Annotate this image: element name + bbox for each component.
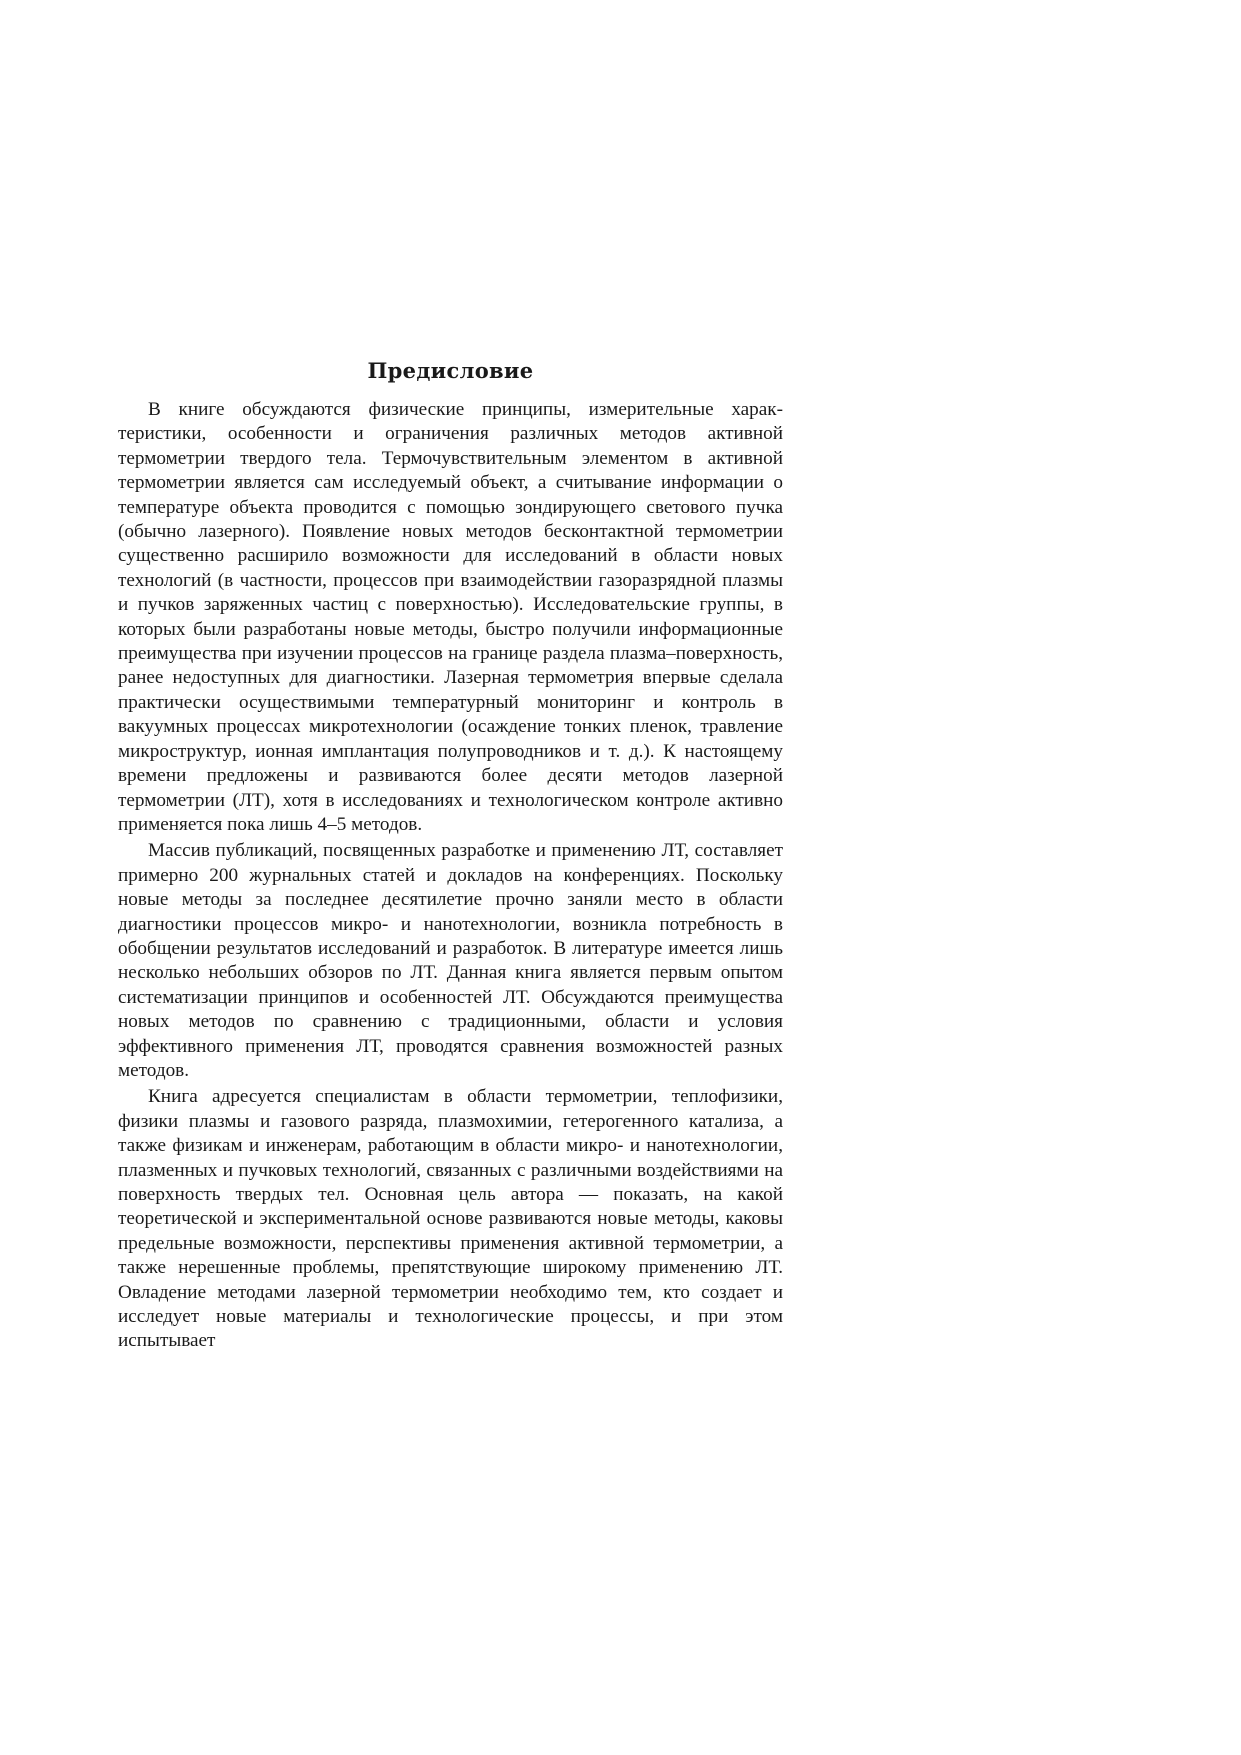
paragraph-publications: Массив публикаций, посвященных разработке и применению ЛТ, составляет примерно 200 журнальных статей и докладов на конференциях. Поскольку новые методы за последнее десятилетие прочно заняли место в области диагностики процессов микро- и нанотехнологии, возникла потребность в обобщении результатов исследований и разработок. В литературе имеется лишь несколько небольших обзоров по ЛТ. Данная книга является первым опытом систематизации принципов и особенностей ЛТ. Обсуждаются преимущества новых методов по сравнению с традиционными, области и условия эффективного применения ЛТ, проводятся сравнения возможностей разных методов.: [118, 840, 783, 1081]
preface-section: [118, 356, 783, 1354]
paragraph-intro: В книге обсуждаются физические принципы, измерительные характеристики, особенности и ограничения различных методов активной термометрии твердого тела. Термочувствительным элементом в активной термометрии является сам исследуемый объект, а считывание информации о температуре объекта проводится с помощью зондирующего светового пучка (обычно лазерного). Появление новых методов бесконтактной термометрии существенно расширило возможности для исследований в области новых технологий (в частности, процессов при взаимодействии газоразрядной плазмы и пучков заряженных частиц с поверхностью). Исследовательские группы, в которых были разработаны новые методы, быстро получили информационные преимущества при изучении процессов на границе раздела плазма–поверхность, ранее недоступных для диагностики. Лазерная термометрия впервые сделала практически осуществимыми температурный мониторинг и контроль в вакуумных процессах микротехнологии (осаждение тонких пленок, травление микроструктур, ионная имплантация полупроводников и т. д.). К настоящему времени предложены и развиваются более десяти методов лазерной термометрии (ЛТ), хотя в исследованиях и технологическом контроле активно применяется пока лишь 4–5 методов.: [118, 399, 783, 835]
paragraph-audience: Книга адресуется специалистам в области термометрии, теплофизики, физики плазмы и газового разряда, плазмохимии, гетерогенного катализа, а также физикам и инженерам, работающим в области микро- и нанотехнологии, плазменных и пучковых технологий, связанных с различными воздействиями на поверхность твердых тел. Основная цель автора — показать, на какой теоретической и экспериментальной основе развиваются новые методы, каковы предельные возможности, перспективы применения активной термометрии, а также нерешенные проблемы, препятствующие широкому применению ЛТ. Овладение методами лазерной термометрии необходимо тем, кто создает и исследует новые материалы и технологические процессы, и при этом испытывает: [118, 1086, 783, 1352]
page-title: Предисловие: [367, 358, 534, 383]
